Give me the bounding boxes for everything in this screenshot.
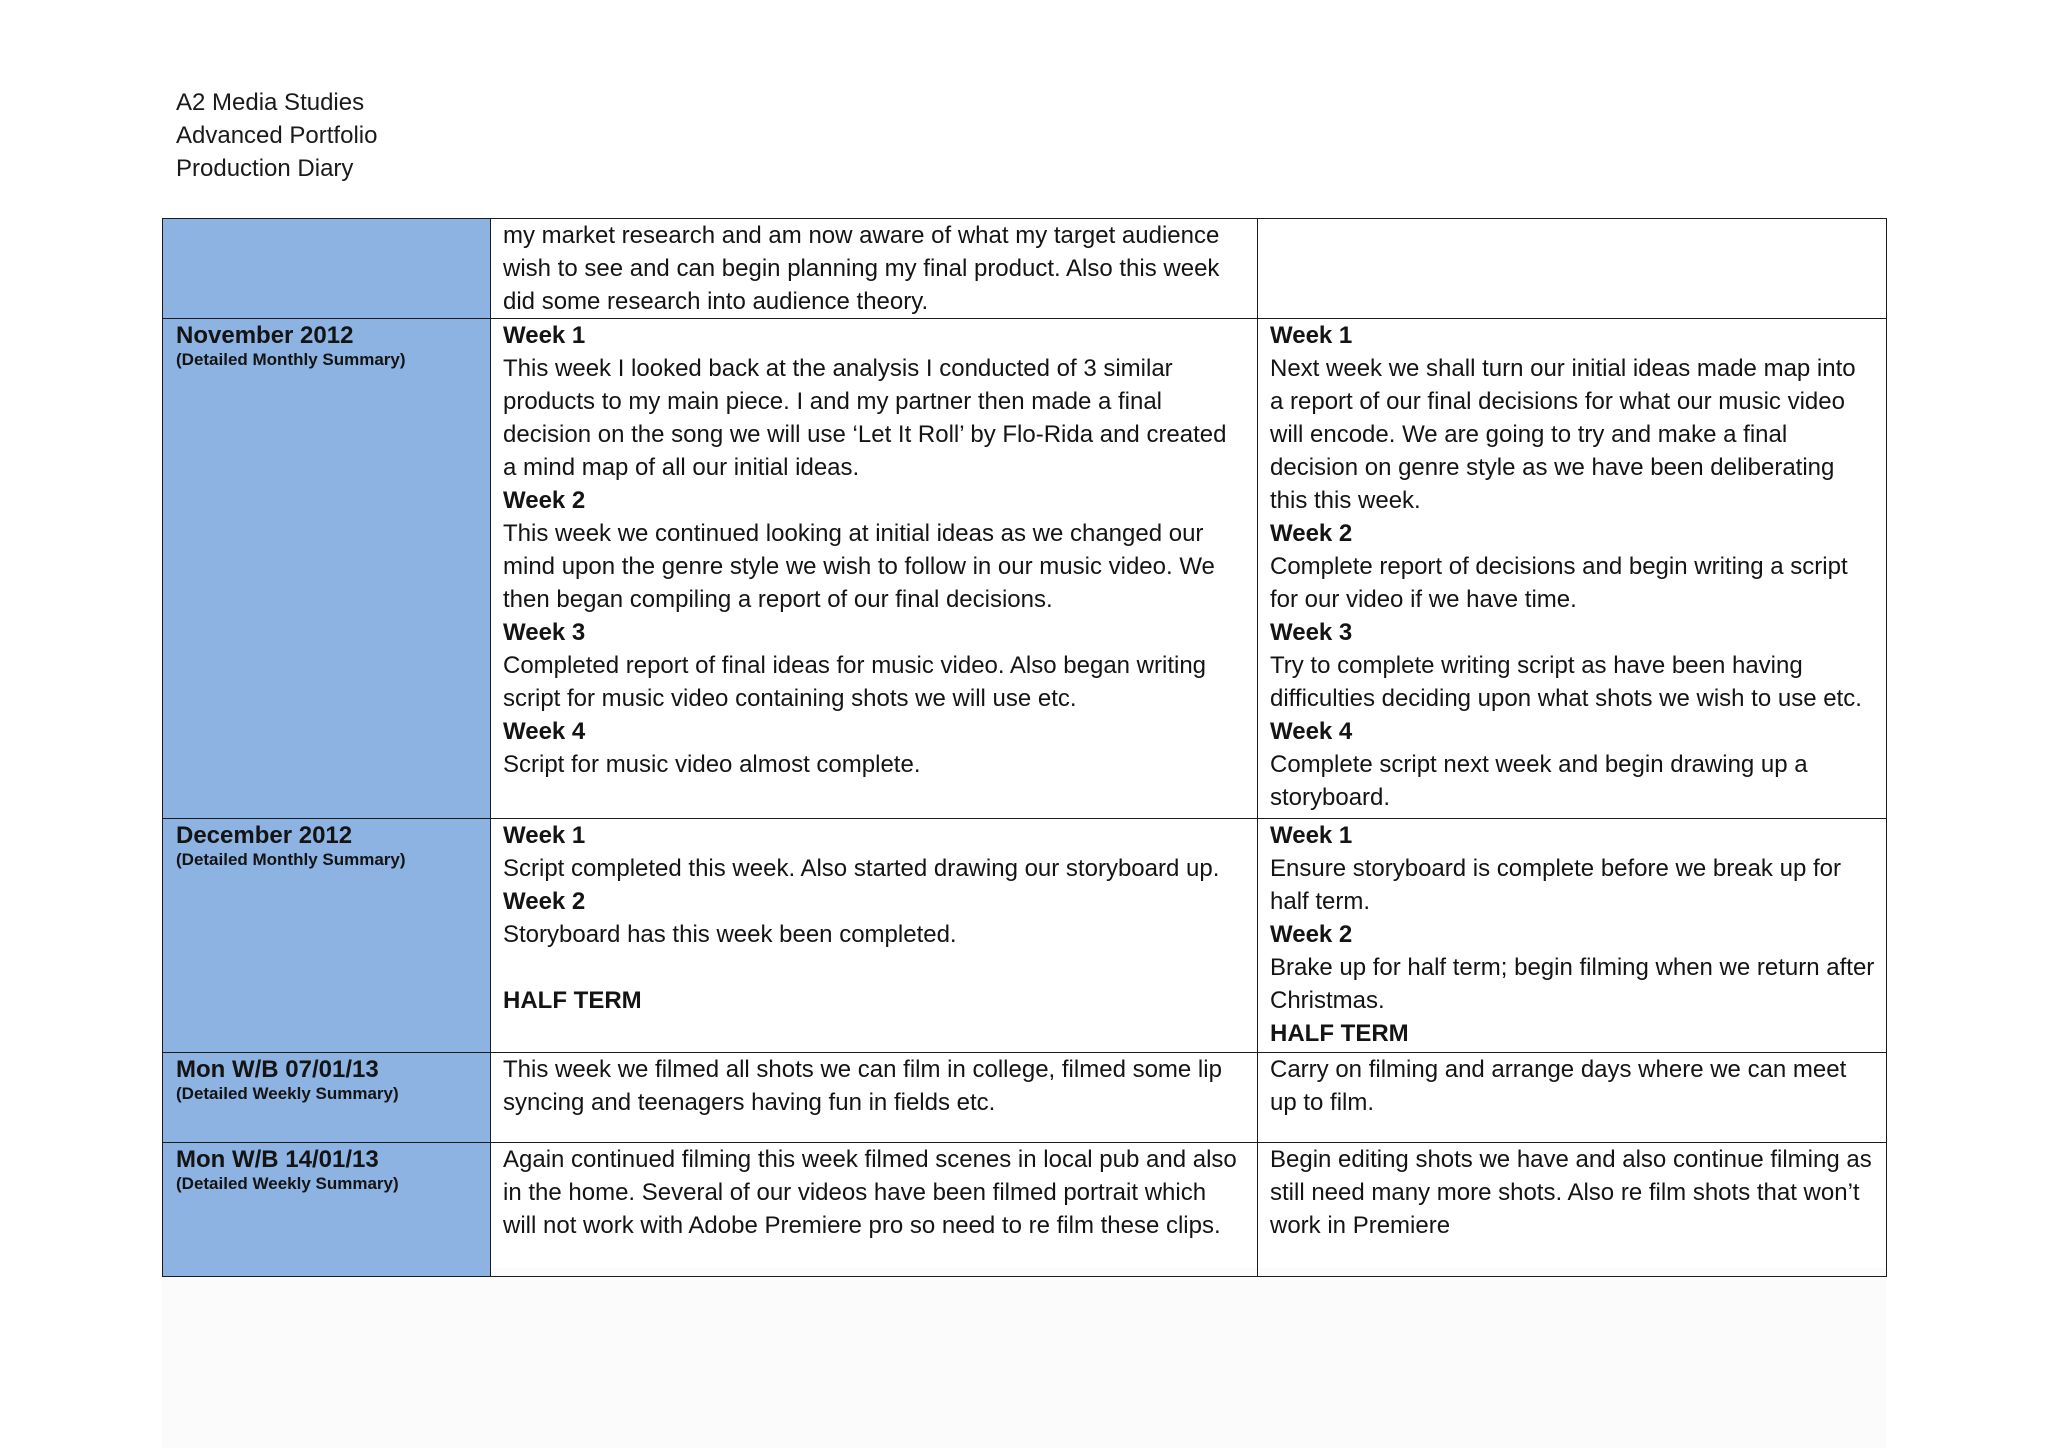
week-heading: Week 1 [503, 822, 586, 849]
week-heading: Week 2 [1270, 921, 1353, 948]
period-title: Mon W/B 14/01/13 [176, 1146, 379, 1173]
diary-entry-text: This week we continued looking at initial ideas as we changed our mind upon the genre style we wish to follow in our music video. We then began compiling a report of our final decisions. [503, 520, 1215, 613]
week-heading: Week 1 [503, 322, 586, 349]
period-label-cell [163, 819, 491, 1053]
diary-entry-text: Next week we shall turn our initial ideas made map into a report of our final decisions for what our music video will encode. We are going to try and make a final decision on genre style as we have been deliberating this this week. [1270, 355, 1856, 514]
half-term-marker: HALF TERM [1270, 1020, 1409, 1047]
diary-entry-text: Try to complete writing script as have been having difficulties deciding upon what shots we wish to use etc. [1270, 652, 1862, 712]
diary-entry-text: Begin editing shots we have and also continue filming as still need many more shots. Also re film shots that won’t work in Premiere [1270, 1146, 1872, 1239]
diary-entry-text: Complete report of decisions and begin writing a script for our video if we have time. [1270, 553, 1848, 613]
diary-entry-text: This week we filmed all shots we can film in college, filmed some lip syncing and teenagers having fun in fields etc. [503, 1056, 1222, 1116]
period-label-cell [163, 219, 491, 319]
week-heading: Week 3 [1270, 619, 1353, 646]
header-portfolio-title: Advanced Portfolio [176, 122, 378, 149]
week-heading: Week 1 [1270, 822, 1353, 849]
week-heading: Week 2 [503, 888, 586, 915]
period-summary-type: (Detailed Monthly Summary) [176, 850, 406, 869]
diary-table-body [163, 219, 1887, 1277]
table-row [163, 819, 1887, 1053]
production-diary-table [162, 218, 1887, 1277]
next-steps-cell [1258, 819, 1887, 1053]
header-diary-title: Production Diary [176, 155, 354, 182]
diary-entry-text: Brake up for half term; begin filming when we return after Christmas. [1270, 954, 1875, 1014]
diary-entry-text: Completed report of final ideas for music video. Also began writing script for music video containing shots we will use etc. [503, 652, 1207, 712]
period-summary-type: (Detailed Weekly Summary) [176, 1084, 399, 1103]
next-steps-cell [1258, 1053, 1887, 1143]
period-summary-type: (Detailed Weekly Summary) [176, 1174, 399, 1193]
period-summary-type: (Detailed Monthly Summary) [176, 350, 406, 369]
diary-entry-text: Script completed this week. Also started drawing our storyboard up. [503, 855, 1220, 882]
half-term-marker: HALF TERM [503, 987, 642, 1014]
week-heading: Week 2 [1270, 520, 1353, 547]
diary-entry-text: Storyboard has this week been completed. [503, 921, 957, 948]
document-header [176, 86, 377, 185]
next-steps-cell [1258, 219, 1887, 319]
diary-entry-text: Carry on filming and arrange days where we can meet up to film. [1270, 1056, 1847, 1116]
work-completed-cell [491, 819, 1258, 1053]
page-background-shade [162, 1268, 1886, 1448]
period-title: Mon W/B 07/01/13 [176, 1056, 379, 1083]
next-steps-cell [1258, 1143, 1887, 1277]
work-completed-cell [491, 1143, 1258, 1277]
diary-entry-text: Again continued filming this week filmed scenes in local pub and also in the home. Several of our videos have been filmed portrait which will not work with Adobe Premiere pro so need to re film these clips. [503, 1146, 1237, 1239]
blank-line [503, 951, 1246, 984]
diary-entry-text: Complete script next week and begin drawing up a storyboard. [1270, 751, 1808, 811]
table-row [163, 219, 1887, 319]
week-heading: Week 3 [503, 619, 586, 646]
period-title: November 2012 [176, 322, 354, 349]
period-label-cell [163, 1053, 491, 1143]
week-heading: Week 4 [503, 718, 586, 745]
header-course-title: A2 Media Studies [176, 89, 365, 116]
week-heading: Week 1 [1270, 322, 1353, 349]
work-completed-cell [491, 1053, 1258, 1143]
table-row [163, 319, 1887, 819]
table-row [163, 1053, 1887, 1143]
work-completed-cell [491, 319, 1258, 819]
diary-entry-text: my market research and am now aware of what my target audience wish to see and can begin planning my final product. Also this week did some research into audience theory. [503, 222, 1220, 315]
next-steps-cell [1258, 319, 1887, 819]
period-label-cell [163, 319, 491, 819]
diary-entry-text: Ensure storyboard is complete before we break up for half term. [1270, 855, 1841, 915]
week-heading: Week 4 [1270, 718, 1353, 745]
week-heading: Week 2 [503, 487, 586, 514]
diary-entry-text: Script for music video almost complete. [503, 751, 921, 778]
table-row [163, 1143, 1887, 1277]
work-completed-cell [491, 219, 1258, 319]
period-title: December 2012 [176, 822, 353, 849]
diary-entry-text: This week I looked back at the analysis I conducted of 3 similar products to my main piece. I and my partner then made a final decision on the song we will use ‘Let It Roll’ by Flo-Rida and created a mind map of all our initial ideas. [503, 355, 1227, 481]
period-label-cell [163, 1143, 491, 1277]
